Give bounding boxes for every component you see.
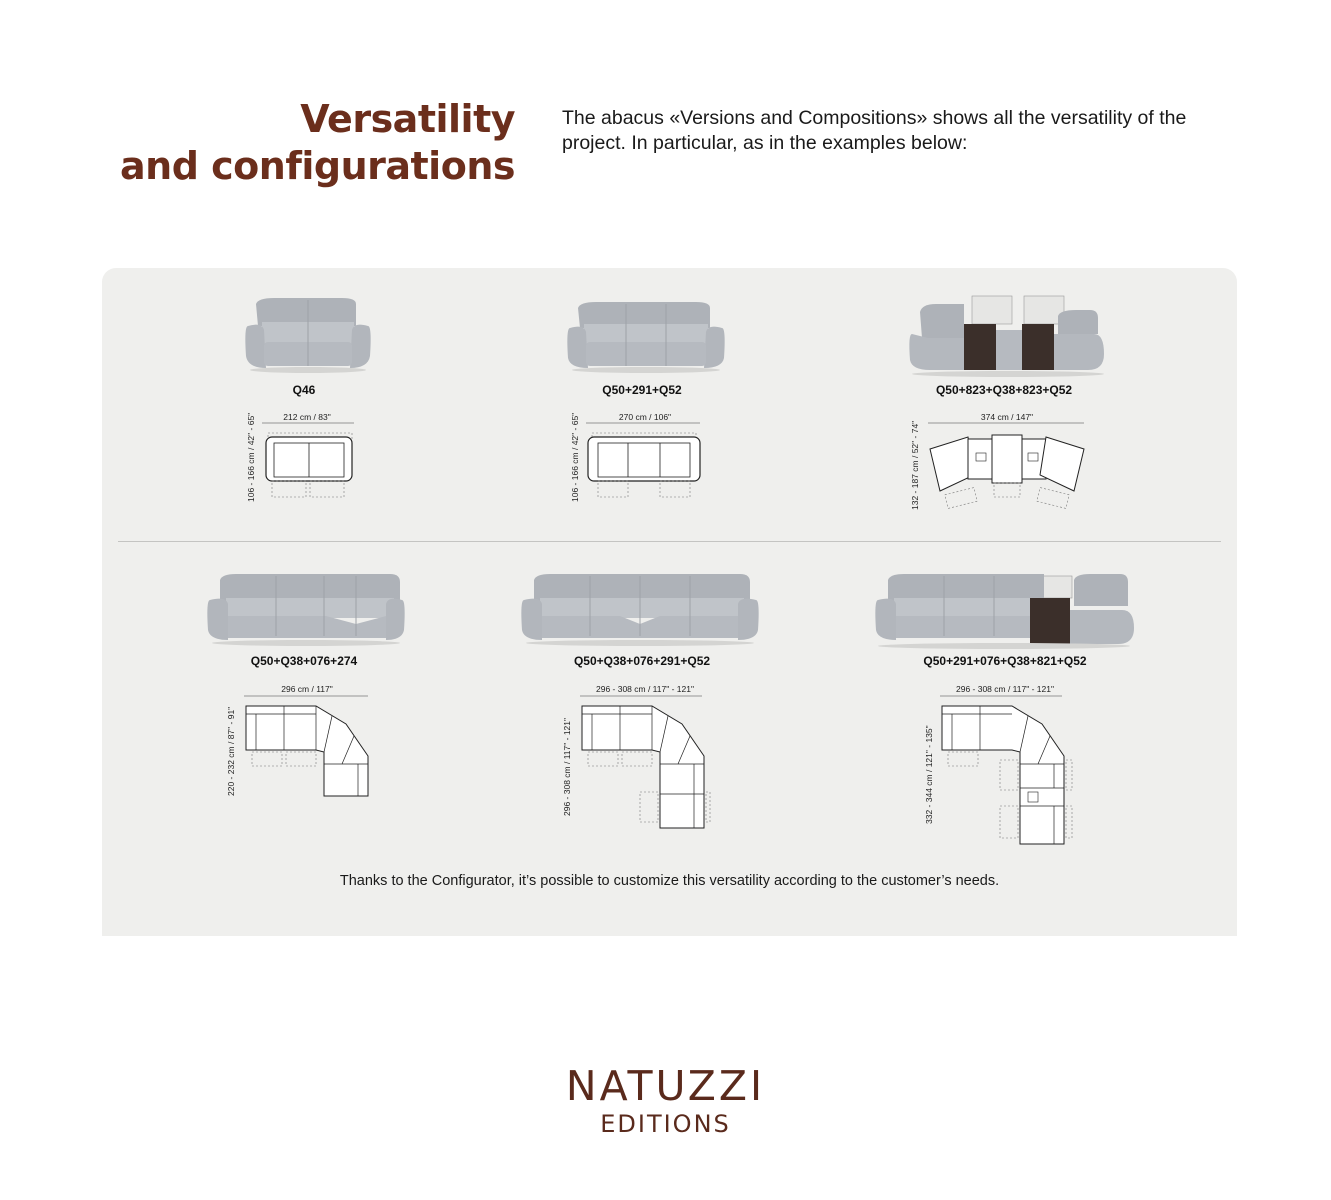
config-code: Q50+291+Q52 — [602, 383, 682, 397]
depth-dimension: 106 - 166 cm / 42" - 65" — [570, 412, 580, 502]
depth-dimension: 106 - 166 cm / 42" - 65" — [246, 412, 256, 502]
depth-dimension: 220 - 232 cm / 87" - 91" — [226, 706, 236, 796]
title-line-1: Versatility — [300, 97, 515, 141]
config-code: Q50+291+076+Q38+821+Q52 — [923, 654, 1087, 668]
sofa-photo-q50-823-q38-823-q52 — [908, 294, 1108, 378]
width-dimension: 296 cm / 117" — [281, 684, 333, 694]
width-dimension: 374 cm / 147" — [980, 412, 1034, 422]
footnote: Thanks to the Configurator, it’s possible to customize this versatility according to the customer’s needs. — [339, 873, 1000, 889]
sofa-photo-q50-291-q52 — [566, 302, 726, 374]
width-dimension: 270 cm / 106" — [618, 412, 672, 422]
title-line-2: and configurations — [120, 144, 515, 188]
sofa-photo-q50-q38-076-274 — [206, 572, 406, 648]
config-code: Q50+Q38+076+274 — [250, 654, 358, 668]
config-code: Q50+823+Q38+823+Q52 — [935, 383, 1073, 397]
plan-drawing-q50-823-q38-823-q52 — [928, 421, 1088, 509]
width-dimension: 296 - 308 cm / 117" - 121" — [595, 684, 694, 694]
config-code: Q46 — [292, 383, 316, 397]
row-divider — [118, 541, 1221, 542]
depth-dimension: 332 - 344 cm / 121" - 135" — [924, 725, 934, 824]
sofa-photo-q50-291-076-q38-821-q52 — [874, 572, 1136, 650]
section-title — [120, 96, 515, 190]
logo-line-2: EDITIONS — [600, 1110, 731, 1138]
width-dimension: 296 - 308 cm / 117" - 121" — [955, 684, 1054, 694]
plan-drawing-q50-291-q52 — [586, 421, 702, 501]
width-dimension: 212 cm / 83" — [283, 412, 331, 422]
plan-drawing-q46 — [262, 421, 358, 501]
plan-drawing-q50-q38-076-274 — [244, 694, 370, 804]
sofa-photo-q46 — [244, 296, 372, 374]
configurations-panel — [102, 268, 1237, 936]
plan-drawing-q50-q38-076-291-q52 — [580, 694, 710, 834]
config-code: Q50+Q38+076+291+Q52 — [573, 654, 711, 668]
plan-drawing-q50-291-076-q38-821-q52 — [940, 694, 1076, 848]
intro-text: The abacus «Versions and Compositions» shows all the versatility of the project. In particular, as in the examples below: — [562, 107, 1187, 154]
logo-line-1: NATUZZI — [565, 1062, 766, 1110]
sofa-photo-q50-q38-076-291-q52 — [520, 572, 760, 648]
depth-dimension: 132 - 187 cm / 52" - 74" — [910, 420, 920, 510]
depth-dimension: 296 - 308 cm / 117" - 121" — [562, 717, 572, 816]
